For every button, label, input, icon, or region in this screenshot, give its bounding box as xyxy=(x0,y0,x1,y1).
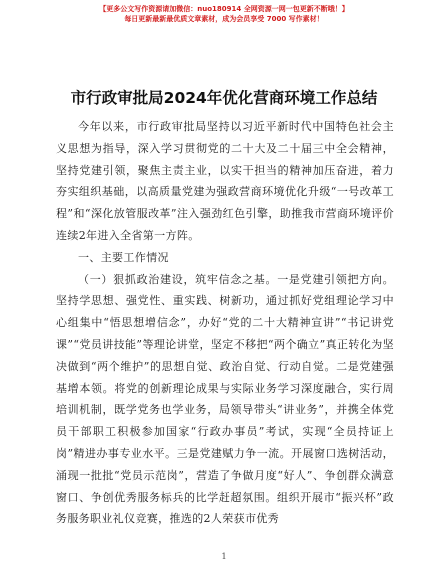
document-title: 市行政审批局2024年优化营商环境工作总结 xyxy=(70,89,378,107)
document-body xyxy=(56,116,394,530)
promo-line-2: 每日更新最新最优质文章素材，成为会员享受 7000 写作素材！ xyxy=(124,15,324,23)
promo-line-1: 【更多公文写作资源请加微信：nuo180914 全网资源一网一包更新不断哦！】 xyxy=(99,5,349,13)
section-heading: 一、主要工作情况 xyxy=(78,250,169,264)
page-number: 1 xyxy=(221,552,227,561)
intro-paragraph: 今年以来，市行政审批局坚持以习近平新时代中国特色社会主义思想为指导，深入学习贯彻党的二十大及二十届三中全会精神，坚持党建引领，聚焦主责主业，以实干担当的精神加压奋进，着力夯实组织基础，以高质量党建为强政营商环境优化升级“一号改革工程”和“深化放管服改革”注入强劲红色引擎，助推我市营商环境评价连续2年进入全省第一方阵。 xyxy=(56,120,394,242)
body-paragraph: （一）狠抓政治建设，筑牢信念之基。一是党建引领把方向。坚持学思想、强党性、重实践、树新功，通过抓好党组理论学习中心组集中“悟思想增信念”，办好“党的二十大精神宣讲”“书记讲党课”“党员讲技能”等理论讲堂，坚定不移把“两个确立”真正转化为坚决做到“两个维护”的思想自觉、政治自觉、行动自觉。二是党建强基增本领。将党的创新理论成果与实际业务学习深度融合，实行周培训机制，既学党务也学业务，局领导带头“讲业务”，并携全体党员干部职工积极参加国家“行政办事员”考试，实现“全员持证上岗”精进办事专业水平。三是党建赋力争一流。开展窗口选树活动，涌现一批批“党员示范岗”，营造了争做月度“好人”、争创群众满意窗口、争创优秀服务标兵的比学赶超氛围。组织开展市“振兴杯”政务服务职业礼仪竞赛，推选的2人荣获市优秀 xyxy=(56,272,394,526)
promo-banner xyxy=(0,4,448,24)
